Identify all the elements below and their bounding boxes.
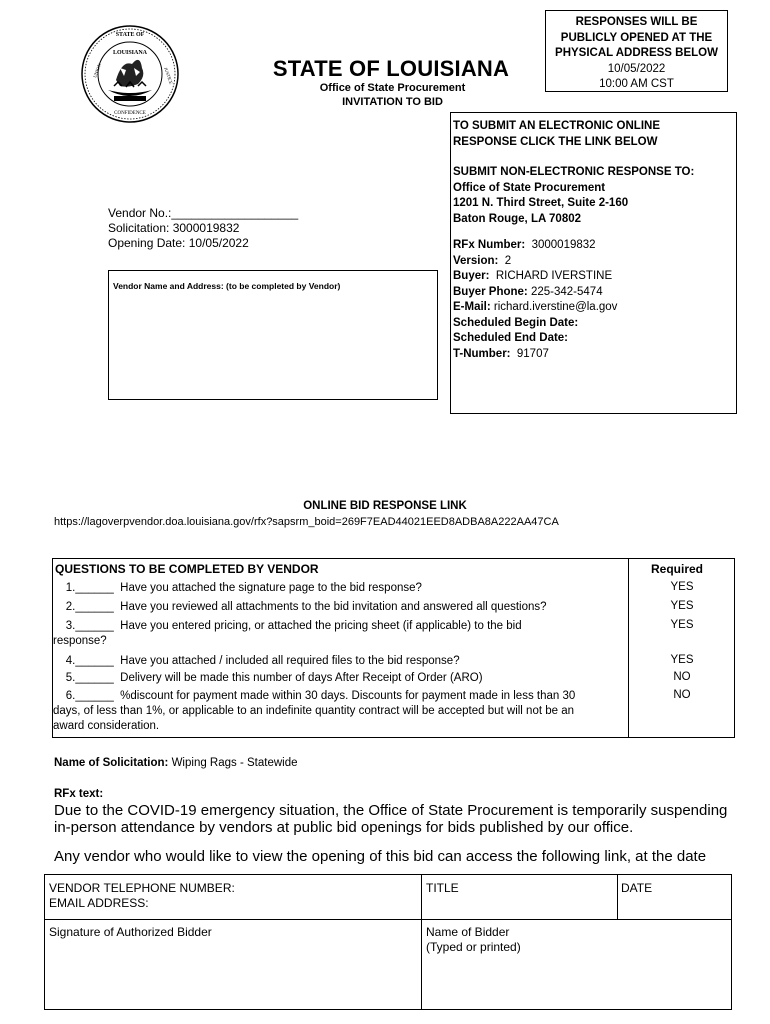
version-row (453, 254, 736, 270)
email-label: E-Mail: (453, 301, 491, 313)
question-1-answer: YES (670, 581, 694, 593)
question-2-text: 2.______ Have you reviewed all attachments to the bid invitation and answered all questions? (53, 601, 547, 613)
office-subtitle: Office of State Procurement (319, 82, 466, 94)
end-date-label: Scheduled End Date: (453, 332, 569, 344)
opening-date: 10/05/2022 (607, 62, 666, 75)
electronic-line-1: TO SUBMIT AN ELECTRONIC ONLINE (453, 120, 660, 132)
vendor-info (108, 206, 298, 251)
question-4-text: 4.______ Have you attached / included all required files to the bid response? (53, 655, 460, 667)
solicitation-name-label: Name of Solicitation: (54, 757, 169, 769)
tnumber-row (453, 347, 736, 363)
question-5-text: 5.______ Delivery will be made this number of days After Receipt of Order (ARO) (53, 672, 483, 684)
tnumber-label: T-Number: (453, 347, 511, 360)
questions-table (52, 558, 735, 738)
title-field[interactable] (426, 881, 459, 896)
questions-header: QUESTIONS TO BE COMPLETED BY VENDOR (55, 562, 319, 576)
table-row (53, 600, 628, 615)
rfx-number-row (453, 238, 736, 254)
electronic-line-2: RESPONSE CLICK THE LINK BELOW (453, 135, 658, 148)
svg-text:LOUISIANA: LOUISIANA (112, 50, 148, 56)
version-value: 2 (504, 254, 512, 267)
question-6-text-cont: days, of less than 1%, or applicable to an indefinite quantity contract will be accepted but will not be an (53, 705, 575, 717)
responses-line-2: PUBLICLY OPENED AT THE (560, 31, 713, 44)
nonelectronic-heading: SUBMIT NON-ELECTRONIC RESPONSE TO: (453, 166, 695, 178)
bidder-name-sublabel: (Typed or printed) (426, 940, 521, 954)
table-row (53, 619, 628, 649)
rfx-number-value: 3000019832 (531, 239, 596, 251)
buyer-phone-label: Buyer Phone: (453, 285, 528, 298)
tnumber-value: 91707 (516, 347, 549, 360)
version-label: Version: (453, 254, 499, 267)
table-row (53, 581, 628, 596)
signature-table (44, 874, 732, 1010)
question-1-text: 1.______ Have you attached the signature page to the bid response? (53, 582, 422, 594)
responses-line-1: RESPONSES WILL BE (575, 16, 698, 28)
date-label: DATE (621, 881, 653, 895)
question-6-answer: NO (673, 689, 691, 701)
state-seal-icon (80, 24, 180, 124)
solicitation-name (54, 757, 298, 769)
table-row (53, 689, 628, 734)
opening-time: 10:00 AM CST (599, 78, 674, 90)
solicitation-name-value: Wiping Rags - Statewide (171, 757, 298, 769)
table-row (53, 654, 628, 669)
buyer-phone-row (453, 285, 736, 301)
bidder-name-label: Name of Bidder (426, 925, 510, 939)
buyer-label: Buyer: (453, 270, 490, 282)
question-4-answer: YES (670, 654, 694, 666)
svg-text:STATE OF: STATE OF (115, 32, 145, 38)
question-6-text: 6.______ %discount for payment made within 30 days. Discounts for payment made in less than 30 (53, 690, 576, 702)
submission-info-box (450, 112, 737, 414)
email-row (453, 300, 736, 316)
rfx-number-label: RFx Number: (453, 239, 526, 251)
svg-text:JUSTICE: JUSTICE (163, 66, 174, 85)
vendor-name-address-field[interactable] (108, 270, 438, 400)
table-row (53, 671, 628, 686)
begin-date-label: Scheduled Begin Date: (453, 316, 579, 329)
signature-label: Signature of Authorized Bidder (49, 925, 212, 939)
vendor-email-label: EMAIL ADDRESS: (49, 896, 149, 910)
solicitation-number: Solicitation: 3000019832 (108, 221, 240, 235)
question-3-answer: YES (670, 619, 694, 631)
online-bid-link[interactable]: https://lagoverpvendor.doa.louisiana.gov/rfx?sapsrm_boid=269F7EAD44021EED8ADBA8A222AA47CA (54, 516, 559, 528)
question-6-text-cont2: award consideration. (53, 720, 160, 732)
address-line-3: Baton Rouge, LA 70802 (453, 212, 582, 225)
question-5-answer: NO (673, 671, 691, 683)
address-line-2: 1201 N. Third Street, Suite 2-160 (453, 197, 629, 209)
buyer-value: RICHARD IVERSTINE (495, 270, 613, 282)
responses-notice-box (545, 10, 728, 92)
online-link-heading: ONLINE BID RESPONSE LINK (303, 500, 467, 512)
signature-field[interactable] (49, 925, 212, 940)
date-field[interactable] (621, 881, 652, 896)
question-3-text: 3.______ Have you entered pricing, or attached the pricing sheet (if applicable) to the bid (53, 620, 522, 632)
vendor-no: Vendor No.:___________________ (108, 206, 299, 220)
address-line-1: Office of State Procurement (453, 181, 606, 194)
rfx-text-label: RFx text: (54, 788, 104, 800)
email-value: richard.iverstine@la.gov (493, 301, 618, 313)
invitation-to-bid-heading: INVITATION TO BID (342, 96, 443, 108)
question-2-answer: YES (670, 600, 694, 612)
svg-text:UNION: UNION (92, 63, 102, 79)
vendor-box-label: Vendor Name and Address: (to be completed by Vendor) (113, 281, 341, 291)
rfx-text-paragraph-2: Any vendor who would like to view the opening of this bid can access the following link, at the date (54, 848, 707, 865)
buyer-phone-value: 225-342-5474 (530, 285, 603, 298)
bidder-name-field[interactable] (426, 925, 521, 955)
rfx-text-paragraph: Due to the COVID-19 emergency situation, the Office of State Procurement is temporarily suspending in-person attendance by vendors at public bid openings for bids published by our office. (54, 802, 728, 836)
svg-text:CONFIDENCE: CONFIDENCE (114, 111, 146, 116)
buyer-row (453, 269, 736, 285)
title-label: TITLE (426, 881, 459, 895)
opening-date-line: Opening Date: 10/05/2022 (108, 236, 249, 250)
vendor-phone-field[interactable] (49, 881, 235, 911)
required-header: Required (651, 562, 704, 576)
question-3-text-cont: response? (53, 635, 107, 647)
vendor-phone-label: VENDOR TELEPHONE NUMBER: (49, 881, 235, 895)
responses-line-3: PHYSICAL ADDRESS BELOW (555, 47, 718, 59)
page-title: STATE OF LOUISIANA (272, 56, 510, 81)
